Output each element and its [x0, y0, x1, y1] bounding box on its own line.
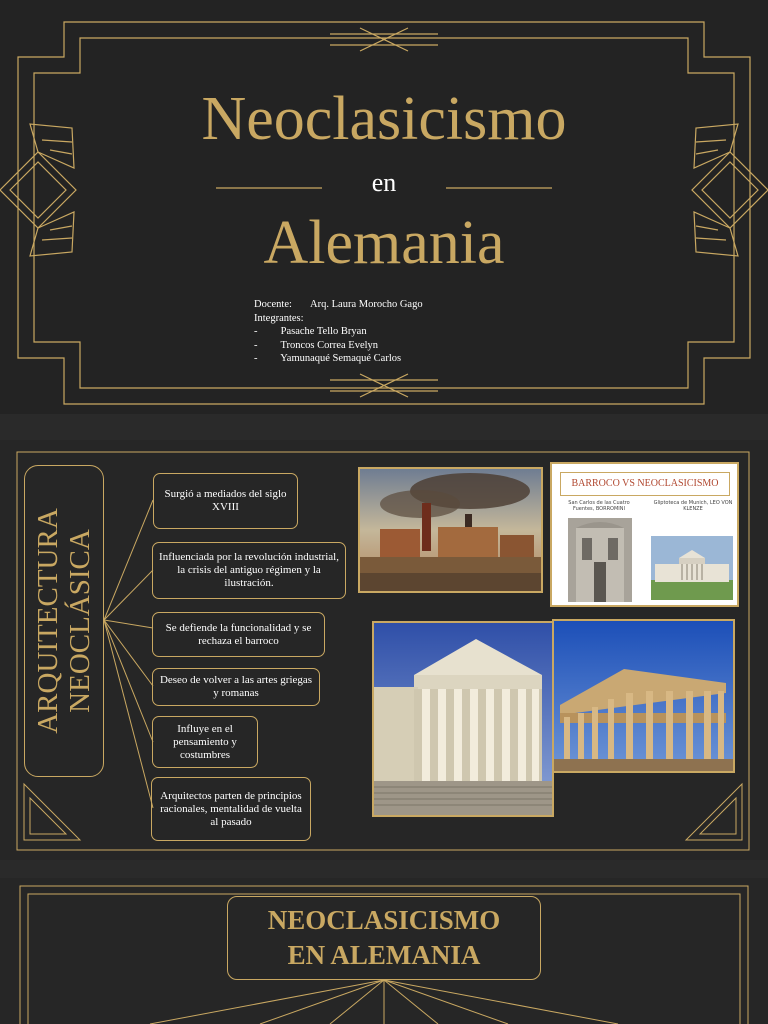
member-item: - Troncos Correa Evelyn	[254, 339, 379, 351]
title-connector: en	[371, 168, 397, 197]
section-title-box	[227, 896, 541, 980]
vertical-title: ARQUITECTURA NEOCLÁSICA	[32, 508, 97, 734]
member-item: - Yamunaqué Semaqué Carlos	[254, 353, 402, 364]
architecture-slide	[0, 440, 768, 860]
point-item: Surgió a mediados del siglo XVIII	[153, 473, 298, 529]
member-item: - Pasache Tello Bryan	[254, 326, 367, 337]
member-name: Pasache Tello Bryan	[280, 326, 367, 337]
point-item: Deseo de volver a las artes griegas y romanas	[152, 668, 320, 706]
cover-slide	[0, 0, 768, 414]
integrantes-label: Integrantes:	[254, 312, 304, 324]
point-item: Se defiende la funcionalidad y se rechaza el barroco	[152, 612, 325, 657]
docente-label: Docente:	[254, 299, 292, 310]
member-name: Yamunaqué Semaqué Carlos	[280, 353, 402, 364]
section-slide	[0, 878, 768, 1024]
presentation-subtitle: Alemania	[263, 209, 505, 277]
credits-block	[254, 298, 423, 366]
glyptothek-photo	[651, 536, 733, 600]
point-item: Influenciada por la revolución industrial, la crisis del antiguo régimen y la ilustración.	[152, 542, 346, 599]
section-title-line1: NEOCLASICISMO	[267, 905, 501, 935]
docente-name: Arq. Laura Morocho Gago	[310, 299, 423, 310]
presentation-title: Neoclasicismo	[201, 85, 567, 153]
industrial-revolution-painting	[358, 467, 543, 593]
neoclassical-building-photo	[372, 621, 554, 817]
parthenon-photo	[552, 619, 735, 773]
point-item: Influye en el pensamiento y costumbres	[152, 716, 258, 768]
point-item: Arquitectos parten de principios racionales, mentalidad de vuelta al pasado	[151, 777, 311, 841]
section-title-line2: EN ALEMANIA	[287, 940, 481, 970]
comparison-card	[550, 462, 739, 607]
comparison-title: BARROCO VS NEOCLASICISMO	[560, 472, 730, 496]
left-caption: San Carlos de las Cuatro Fuentes, BORROMINI	[568, 500, 630, 512]
baroque-church-photo	[568, 518, 632, 602]
member-name: Troncos Correa Evelyn	[280, 339, 379, 351]
right-caption: Gliptoteca de Munich, LEO VON KLENZE	[653, 500, 733, 512]
